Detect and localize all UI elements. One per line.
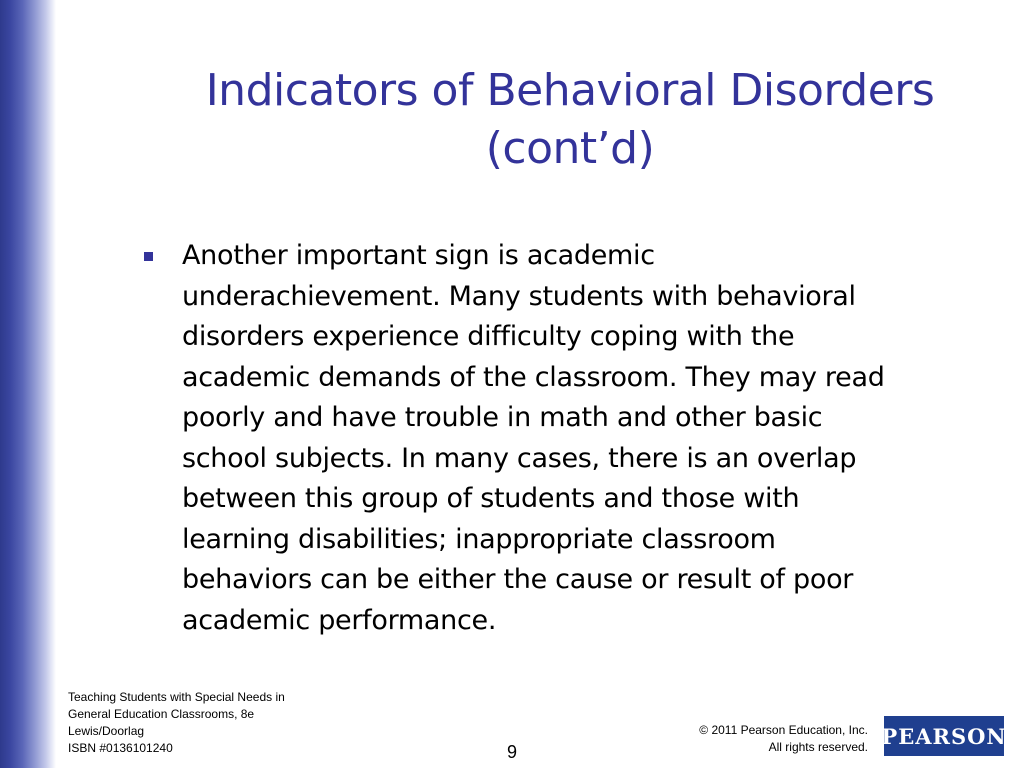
bullet-list bbox=[144, 236, 1014, 641]
book-title-line-1: Teaching Students with Special Needs in bbox=[68, 690, 285, 704]
bullet-text: Another important sign is academic underachievement. Many students with behavioral disorders experience difficulty coping with the academic demands of the classroom. They may read poorly and have trouble in math and other basic school subjects. In many cases, there is an overlap between this group of students and those with learning disabilities; inappropriate classroom behaviors can be either the cause or result of poor academic performance. bbox=[182, 240, 885, 636]
book-title-line-2: General Education Classrooms, 8e bbox=[68, 707, 255, 721]
square-bullet-icon bbox=[144, 252, 153, 261]
book-citation bbox=[68, 689, 368, 757]
page-number: 9 bbox=[506, 742, 517, 762]
title-line-1: Indicators of Behavioral Disorders bbox=[205, 65, 935, 116]
left-gradient-bar bbox=[0, 0, 56, 768]
copyright-line-1: © 2011 Pearson Education, Inc. bbox=[699, 723, 868, 737]
copyright-notice bbox=[699, 722, 868, 756]
copyright-line-2: All rights reserved. bbox=[768, 740, 868, 754]
pearson-logo bbox=[880, 712, 1008, 760]
pearson-logo-text: PEARSON bbox=[884, 716, 1004, 756]
book-authors: Lewis/Doorlag bbox=[68, 724, 145, 738]
slide-title bbox=[120, 62, 1020, 178]
title-line-2: (cont’d) bbox=[485, 123, 655, 174]
book-isbn: ISBN #0136101240 bbox=[68, 741, 173, 755]
